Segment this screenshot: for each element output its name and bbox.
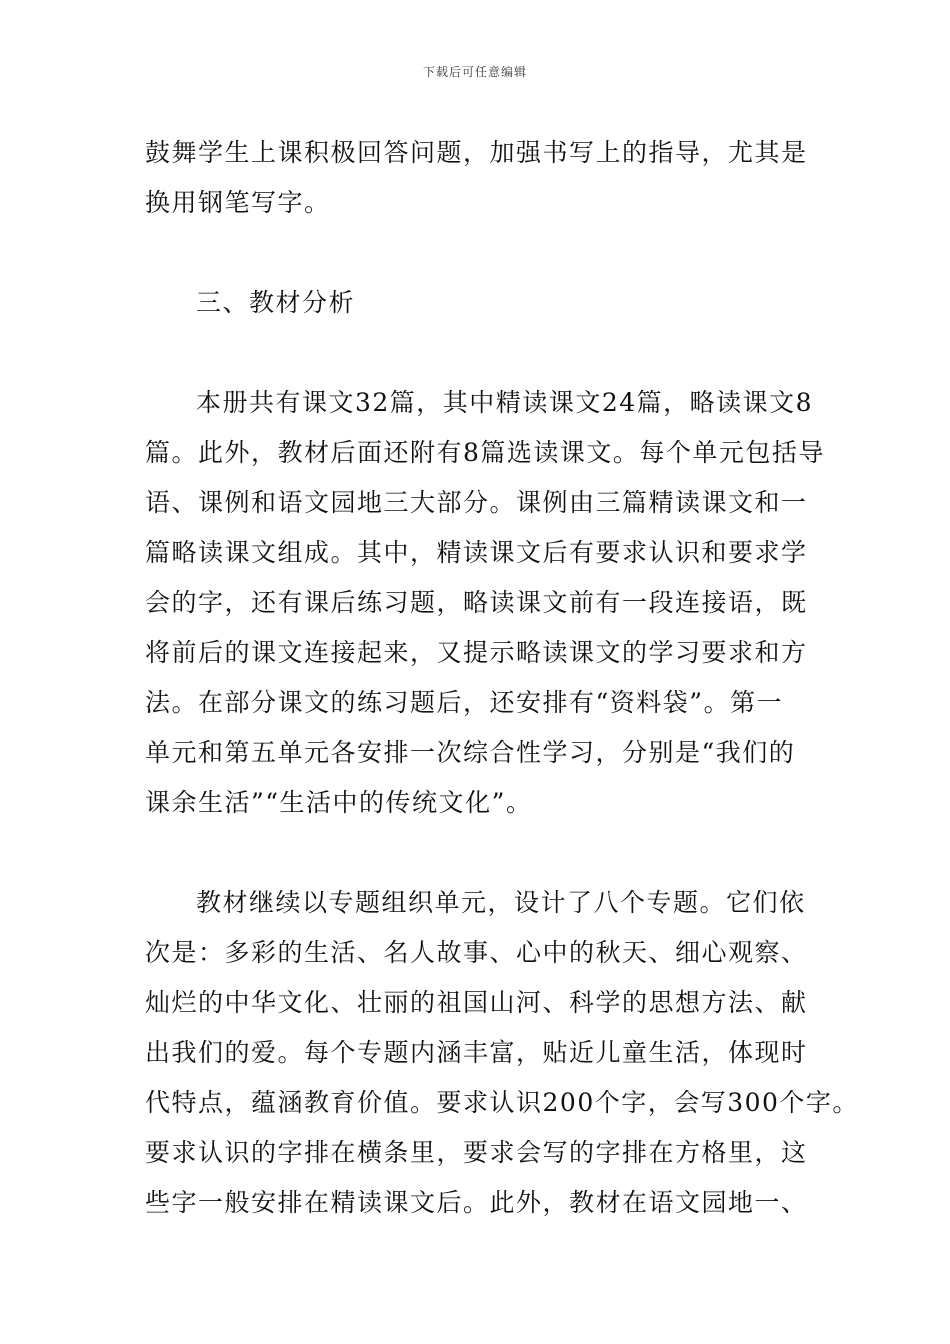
heading-line: 三、教材分析: [196, 288, 356, 317]
paragraph: [145, 128, 815, 228]
text-line: 灿烂的中华文化、壮丽的祖国山河、科学的思想方法、献: [145, 988, 808, 1017]
paragraph-gap: [145, 828, 815, 878]
text-line: 课余生活”“生活中的传统文化”。: [145, 788, 533, 817]
document-body: [145, 128, 859, 1228]
text-line: 篇。此外，教材后面还附有8篇选读课文。每个单元包括导: [145, 438, 825, 467]
text-line: 会的字，还有课后练习题，略读课文前有一段连接语，既: [145, 588, 808, 617]
text-line: 要求认识的字排在横条里，要求会写的字排在方格里，这: [145, 1138, 808, 1167]
text-line: 教材继续以专题组织单元，设计了八个专题。它们依: [196, 888, 806, 917]
paragraph-gap: [145, 228, 815, 278]
text-line: 篇略读课文组成。其中，精读课文后有要求认识和要求学: [145, 538, 808, 567]
paragraph: [145, 878, 859, 1228]
text-line: 代特点，蕴涵教育价值。要求认识200个字，会写300个字。: [145, 1088, 859, 1117]
text-line: 法。在部分课文的练习题后，还安排有“资料袋”。第一: [145, 688, 784, 717]
text-line: 出我们的爱。每个专题内涵丰富，贴近儿童生活，体现时: [145, 1038, 808, 1067]
text-line: 单元和第五单元各安排一次综合性学习，分别是“我们的: [145, 738, 796, 767]
text-line: 些字一般安排在精读课文后。此外，教材在语文园地一、: [145, 1188, 808, 1217]
page-header: 下载后可任意编辑: [422, 65, 527, 79]
text-line: 鼓舞学生上课积极回答问题，加强书写上的指导，尤其是: [145, 138, 808, 167]
text-line: 本册共有课文32篇，其中精读课文24篇，略读课文8: [196, 388, 814, 417]
paragraph: [145, 378, 825, 828]
section-heading: [145, 278, 815, 328]
paragraph-gap: [145, 328, 815, 378]
text-line: 次是：多彩的生活、名人故事、心中的秋天、细心观察、: [145, 938, 808, 967]
text-line: 语、课例和语文园地三大部分。课例由三篇精读课文和一: [145, 488, 808, 517]
text-line: 将前后的课文连接起来，又提示略读课文的学习要求和方: [145, 638, 808, 667]
text-line: 换用钢笔写字。: [145, 188, 331, 217]
